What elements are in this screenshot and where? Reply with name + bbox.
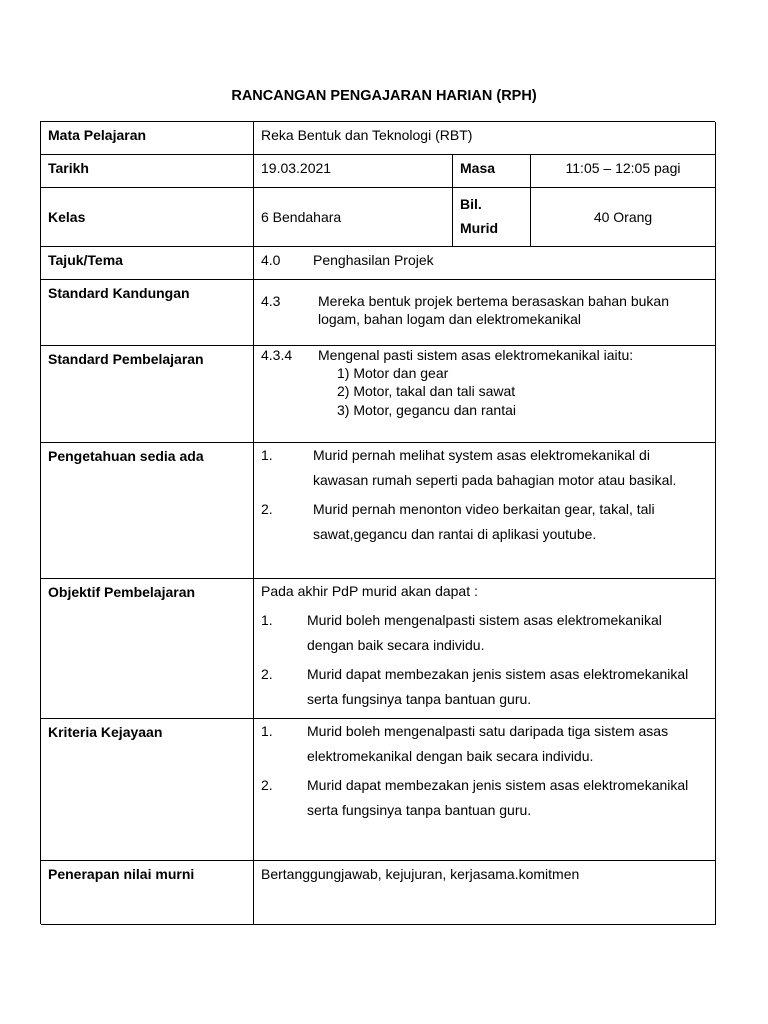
item-text: Murid pernah menonton video berkaitan gear, takal, tali sawat,gegancu dan rantai di aplikasi youtube. [313, 501, 655, 542]
pengetahuan-value [254, 443, 716, 579]
standard-kandungan-row [261, 292, 708, 328]
standard-pembelajaran-value [254, 346, 716, 443]
list-item: 1) Motor dan gear [337, 365, 449, 382]
tajuk-row [261, 251, 708, 269]
mata-pelajaran-value: Reka Bentuk dan Teknologi (RBT) [254, 122, 716, 155]
tarikh-value: 19.03.2021 [254, 155, 453, 188]
item-num: 1. [261, 447, 273, 463]
list-item [261, 662, 708, 712]
kelas-label [41, 188, 254, 247]
standard-kandungan-text: Mereka bentuk projek bertema berasaskan bahan bukan logam, bahan logam dan elektromekanikal [318, 293, 669, 328]
pengetahuan-label: Pengetahuan sedia ada [41, 443, 254, 579]
standard-kandungan-label: Standard Kandungan [41, 280, 254, 346]
kelas-value [254, 188, 453, 247]
list-item [261, 719, 708, 769]
tajuk-value [254, 247, 716, 280]
lesson-plan-table [40, 121, 715, 924]
page-title: RANCANGAN PENGAJARAN HARIAN (RPH) [231, 88, 537, 104]
bil-murid-label [453, 188, 531, 247]
item-num: 2. [261, 501, 273, 517]
standard-pembelajaran-label: Standard Pembelajaran [41, 346, 254, 443]
objektif-value [254, 579, 716, 719]
kriteria-value [254, 719, 716, 861]
list-item [261, 773, 708, 823]
masa-value: 11:05 – 12:05 pagi [531, 155, 716, 188]
list-item: 2) Motor, takal dan tali sawat [337, 383, 516, 400]
item-text: Murid boleh mengenalpasti satu daripada tiga sistem asas elektromekanikal dengan baik secara individu. [307, 723, 669, 764]
tarikh-label: Tarikh [41, 155, 254, 188]
list-item: 3) Motor, gegancu dan rantai [337, 401, 517, 418]
standard-pembelajaran-num: 4.3.4 [261, 347, 293, 363]
item-num: 2. [261, 666, 273, 682]
objektif-label: Objektif Pembelajaran [41, 579, 254, 719]
item-num: 1. [261, 723, 273, 739]
standard-pembelajaran-row [261, 346, 708, 364]
standard-kandungan-value [254, 280, 716, 346]
tajuk-num: 4.0 [261, 252, 281, 268]
list-item [261, 443, 708, 493]
standard-pembelajaran-text: Mengenal pasti sistem asas elektromekanikal iaitu: [318, 347, 634, 363]
mata-pelajaran-label: Mata Pelajaran [41, 122, 254, 155]
bil-murid-value [531, 188, 716, 247]
bil-label-line1: Bil. [460, 196, 482, 212]
item-text: Murid pernah melihat system asas elektromekanikal di kawasan rumah seperti pada bahagian motor atau basikal. [313, 447, 677, 488]
tajuk-label: Tajuk/Tema [41, 247, 254, 280]
tajuk-text: Penghasilan Projek [313, 252, 434, 268]
item-num: 2. [261, 777, 273, 793]
kriteria-label: Kriteria Kejayaan [41, 719, 254, 861]
list-item [261, 497, 708, 547]
nilai-value: Bertanggungjawab, kejujuran, kerjasama.komitmen [254, 861, 716, 925]
kelas-label-text: Kelas [48, 208, 86, 225]
standard-kandungan-num: 4.3 [261, 293, 281, 309]
nilai-label: Penerapan nilai murni [41, 861, 254, 925]
item-text: Murid boleh mengenalpasti sistem asas elektromekanikal dengan baik secara individu. [307, 612, 662, 653]
kelas-value-text: 6 Bendahara [261, 208, 342, 225]
objektif-intro: Pada akhir PdP murid akan dapat : [261, 583, 478, 599]
bil-murid-value-text: 40 Orang [593, 208, 653, 225]
masa-label: Masa [453, 155, 531, 188]
bil-label-line2: Murid [460, 220, 499, 236]
item-text: Murid dapat membezakan jenis sistem asas elektromekanikal serta fungsinya tanpa bantuan guru. [307, 777, 689, 818]
item-num: 1. [261, 612, 273, 628]
list-item [261, 608, 708, 658]
item-text: Murid dapat membezakan jenis sistem asas elektromekanikal serta fungsinya tanpa bantuan guru. [307, 666, 689, 707]
